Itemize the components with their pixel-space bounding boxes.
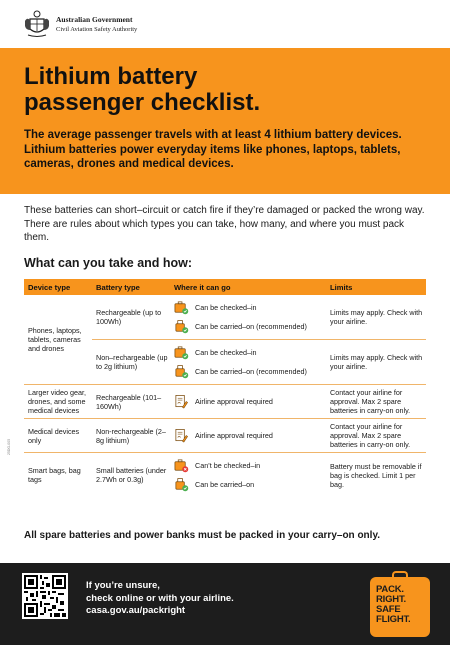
table-row: [24, 419, 426, 453]
header-where: Where it can go: [170, 279, 326, 295]
suitcase-carry-icon: [174, 364, 189, 379]
device-cell: Phones, laptops, tablets, cameras and drones: [24, 295, 92, 385]
pack-right-logo: PACK. RIGHT. SAFE FLIGHT.: [370, 577, 430, 637]
limits-cell: Battery must be removable if bag is checked. Limit 1 per bag.: [330, 461, 422, 489]
device-cell: Larger video gear, drones, and some medical devices: [24, 385, 92, 419]
battery-cell: Non-rechargeable (2–8g lithium): [92, 419, 170, 453]
approval-label: Airline approval required: [195, 397, 273, 406]
footer-url[interactable]: casa.gov.au/packright: [86, 605, 186, 616]
battery-cell: Non–rechargeable (up to 2g lithium): [92, 340, 170, 385]
limits-cell: Contact your airline for approval. Max 2 spare batteries in carry-on only.: [326, 385, 426, 419]
footer: [0, 563, 450, 645]
approval-document-icon: [174, 394, 189, 409]
document-code: 25DG-005: [7, 438, 11, 455]
hero-subtitle: The average passenger travels with at least 4 lithium battery devices. Lithium batteries power everyday items like phones, laptops, tablets, cameras, drones and medical devices.: [24, 129, 402, 170]
approval-label: Airline approval required: [195, 431, 273, 440]
agency-name: Civil Aviation Safety Authority: [56, 25, 138, 33]
table-header-row: [24, 279, 426, 295]
qr-code[interactable]: [22, 573, 68, 619]
coat-of-arms-icon: [22, 9, 52, 39]
where-cell: [170, 453, 326, 498]
battery-cell: Rechargeable (up to 100Wh): [92, 295, 170, 340]
intro-paragraph: These batteries can short–circuit or catch fire if they’re damaged or packed the wrong way. There are rules about which types you can take, how many, and where you must pack them.: [24, 205, 425, 244]
qr-code-icon: [24, 575, 66, 617]
limits-cell: Limits may apply. Check with your airline.: [326, 295, 426, 340]
approval-document-icon: [174, 428, 189, 443]
header-limits: Limits: [326, 279, 426, 295]
header-device-type: Device type: [24, 279, 92, 295]
not-checked-in-label: Can’t be checked–in: [195, 461, 261, 470]
checked-in-label: Can be checked–in: [195, 348, 257, 357]
suitcase-carry-icon: [174, 319, 189, 334]
device-cell: Medical devices only: [24, 419, 92, 453]
battery-cell: Rechargeable (101–160Wh): [92, 385, 170, 419]
device-cell: Smart bags, bag tags: [28, 466, 81, 484]
battery-table: [24, 279, 426, 497]
limits-cell: Limits may apply. Check with your airline.: [326, 340, 426, 385]
battery-cell: Small batteries (under 2.7Wh or 0.3g): [96, 466, 167, 484]
table-row: [24, 295, 426, 340]
where-cell: [170, 295, 326, 340]
carried-on-label: Can be carried–on (recommended): [195, 322, 307, 331]
checked-in-label: Can be checked–in: [195, 303, 257, 312]
suitcase-check-icon: [174, 300, 189, 315]
table-row: [24, 385, 426, 419]
carried-on-label: Can be carried–on (recommended): [195, 367, 307, 376]
carried-on-label: Can be carried–on: [195, 480, 255, 489]
suitcase-handle-icon: [392, 571, 408, 579]
header-battery-type: Battery type: [92, 279, 170, 295]
table-row: [24, 453, 426, 498]
suitcase-cross-icon: [174, 458, 189, 473]
footnote: All spare batteries and power banks must be packed in your carry–on only.: [24, 530, 381, 541]
footer-line1: If you’re unsure,: [86, 580, 160, 591]
section-title: What can you take and how:: [24, 256, 193, 270]
footer-text: [86, 580, 234, 618]
limits-cell: Contact your airline for approval. Max 2 spare batteries in carry-on only.: [326, 419, 426, 453]
where-cell: [170, 385, 326, 419]
suitcase-carry-icon: [174, 477, 189, 492]
where-cell: [170, 419, 326, 453]
page-title: Lithium battery passenger checklist.: [24, 63, 261, 116]
hero-banner: [0, 48, 450, 194]
suitcase-check-icon: [174, 345, 189, 360]
footer-line2: check online or with your airline.: [86, 592, 234, 604]
where-cell: [170, 340, 326, 385]
gov-header: [0, 0, 450, 48]
gov-name: Australian Government: [56, 14, 133, 24]
